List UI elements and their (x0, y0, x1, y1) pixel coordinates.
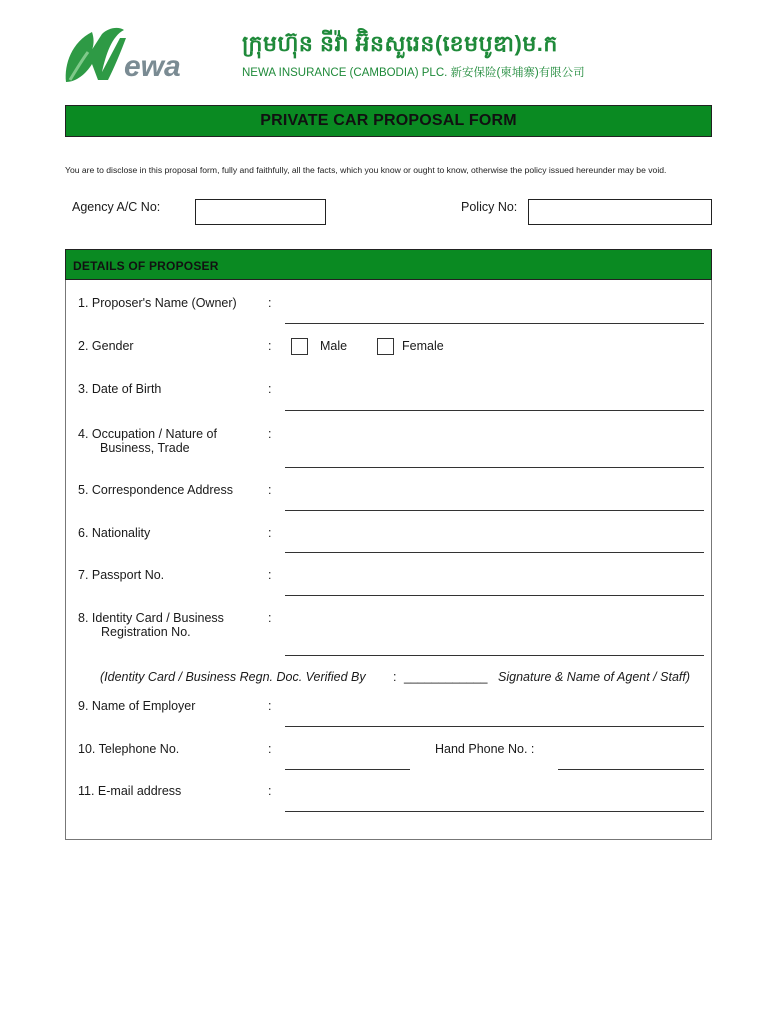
q11-field[interactable] (285, 811, 704, 812)
q8-field[interactable] (285, 655, 704, 656)
q1-label: 1. Proposer's Name (Owner) (78, 296, 237, 310)
policy-input[interactable] (528, 199, 712, 225)
q6-field[interactable] (285, 552, 704, 553)
colon: : (268, 742, 272, 756)
q9-field[interactable] (285, 726, 704, 727)
q2-label: 2. Gender (78, 339, 134, 353)
q4-label: 4. Occupation / Nature of (78, 427, 217, 441)
q5-label: 5. Correspondence Address (78, 483, 233, 497)
svg-text:ewa: ewa (124, 50, 181, 83)
colon: : (268, 339, 272, 353)
hand-phone-field[interactable] (558, 769, 704, 770)
colon: : (268, 611, 272, 625)
hand-phone-label: Hand Phone No. : (435, 742, 535, 756)
q3-field[interactable] (285, 410, 704, 411)
disclaimer-text: You are to disclose in this proposal form, fully and faithfully, all the facts, which you know or ought to know, otherwise the policy issued hereunder may be void. (65, 165, 667, 175)
verified-by-label: (Identity Card / Business Regn. Doc. Verified By (100, 670, 366, 684)
q4-label-cont: Business, Trade (100, 441, 190, 455)
q5-field[interactable] (285, 510, 704, 511)
agency-input[interactable] (195, 199, 326, 225)
section-header (65, 249, 712, 280)
q10-label: 10. Telephone No. (78, 742, 180, 756)
q8-label: 8. Identity Card / Business (78, 611, 224, 625)
form-title: PRIVATE CAR PROPOSAL FORM (260, 112, 517, 129)
verified-by-field[interactable]: ____________ (404, 670, 488, 684)
male-checkbox[interactable] (291, 338, 308, 355)
colon: : (268, 699, 272, 713)
agent-signature-label: Signature & Name of Agent / Staff) (498, 670, 690, 684)
colon: : (268, 382, 272, 396)
male-label: Male (320, 339, 348, 353)
q7-field[interactable] (285, 595, 704, 596)
colon: : (268, 427, 272, 441)
colon: : (268, 483, 272, 497)
colon: : (268, 526, 272, 540)
q9-label: 9. Name of Employer (78, 699, 196, 713)
verified-colon: : (393, 670, 397, 684)
colon: : (268, 296, 272, 310)
colon: : (268, 568, 272, 582)
q1-field[interactable] (285, 323, 704, 324)
q7-label: 7. Passport No. (78, 568, 165, 582)
female-checkbox[interactable] (377, 338, 394, 355)
q8-label-cont: Registration No. (101, 625, 191, 639)
company-name-english: NEWA INSURANCE (CAMBODIA) PLC. 新安保险(柬埔寨)有限公司 (242, 67, 585, 79)
q6-label: 6. Nationality (78, 526, 151, 540)
female-label: Female (402, 339, 444, 353)
q3-label: 3. Date of Birth (78, 382, 162, 396)
agency-label: Agency A/C No: (72, 200, 161, 214)
company-logo (62, 24, 242, 88)
q11-label: 11. E-mail address (78, 784, 182, 798)
colon: : (268, 784, 272, 798)
telephone-field[interactable] (285, 769, 410, 770)
section-title: DETAILS OF PROPOSER (73, 259, 219, 273)
policy-label: Policy No: (461, 200, 518, 214)
q4-field[interactable] (285, 467, 704, 468)
company-name-khmer: ក្រុមហ៊ុន នីវ៉ា អ៊ិនសួរេន(ខេមបូឌា)ម.ក (242, 31, 558, 56)
form-title-bar (65, 105, 712, 137)
